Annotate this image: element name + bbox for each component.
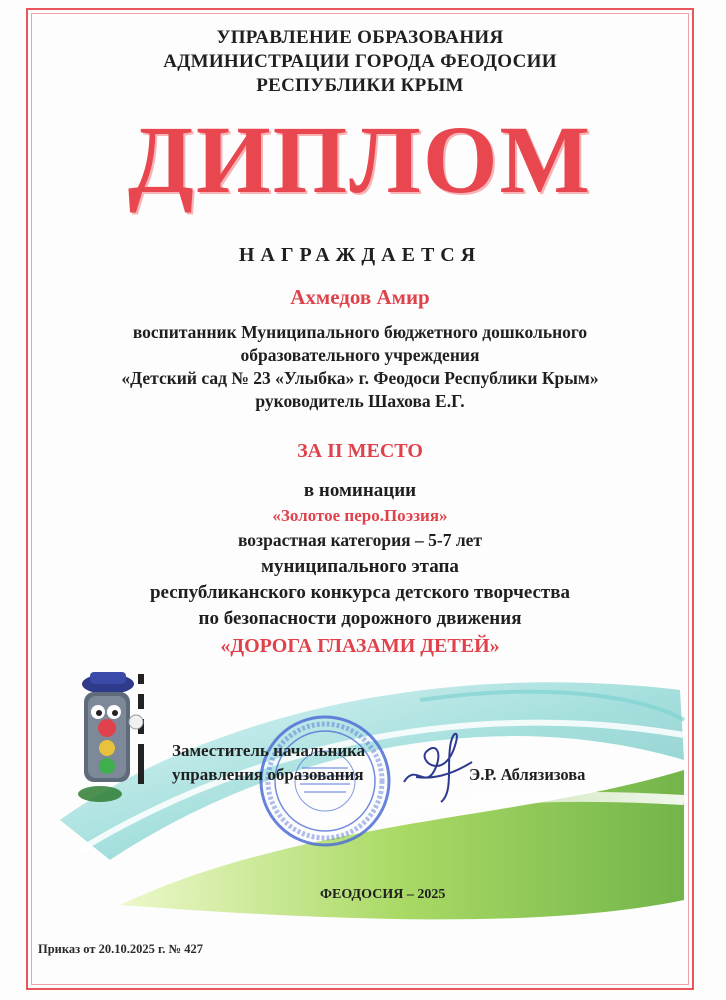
nomination-intro: в номинации [303, 480, 417, 501]
signer-position-line-2: управления образования [172, 765, 364, 784]
place-award: ЗА II МЕСТО [297, 440, 423, 462]
awarded-label: НАГРАЖДАЕТСЯ [238, 244, 482, 266]
contest-line-3: по безопасности дорожного движения [198, 608, 522, 629]
city-year: ФЕОДОСИЯ – 2025 [320, 887, 446, 902]
header-line-2: АДМИНИСТРАЦИИ ГОРОДА ФЕОДОСИИ [163, 51, 557, 72]
recipient-name: Ахмедов Амир [290, 285, 430, 309]
signer-position-line-1: Заместитель начальника [172, 741, 366, 760]
header-line-1: УПРАВЛЕНИЕ ОБРАЗОВАНИЯ [216, 27, 504, 48]
signer-name: Э.Р. Аблязизова [469, 765, 586, 784]
institution-line-4: руководитель Шахова Е.Г. [255, 391, 465, 411]
age-category: возрастная категория – 5-7 лет [237, 530, 483, 550]
order-reference: Приказ от 20.10.2025 г. № 427 [38, 942, 203, 956]
diploma-title: ДИПЛОМ [127, 106, 593, 213]
header-line-3: РЕСПУБЛИКИ КРЫМ [256, 75, 464, 96]
nomination-name: «Золотое перо.Поэзия» [272, 506, 448, 525]
contest-line-2: республиканского конкурса детского творчества [149, 582, 571, 603]
institution-line-1: воспитанник Муниципального бюджетного дошкольного [132, 322, 588, 342]
handwritten-signature-icon [396, 722, 476, 812]
institution-line-3: «Детский сад № 23 «Улыбка» г. Феодоси Республики Крым» [121, 368, 599, 388]
institution-line-2: образовательного учреждения [240, 345, 480, 365]
contest-name: «ДОРОГА ГЛАЗАМИ ДЕТЕЙ» [220, 635, 500, 657]
traffic-light-mascot-icon [70, 664, 160, 814]
contest-line-1: муниципального этапа [261, 556, 459, 577]
